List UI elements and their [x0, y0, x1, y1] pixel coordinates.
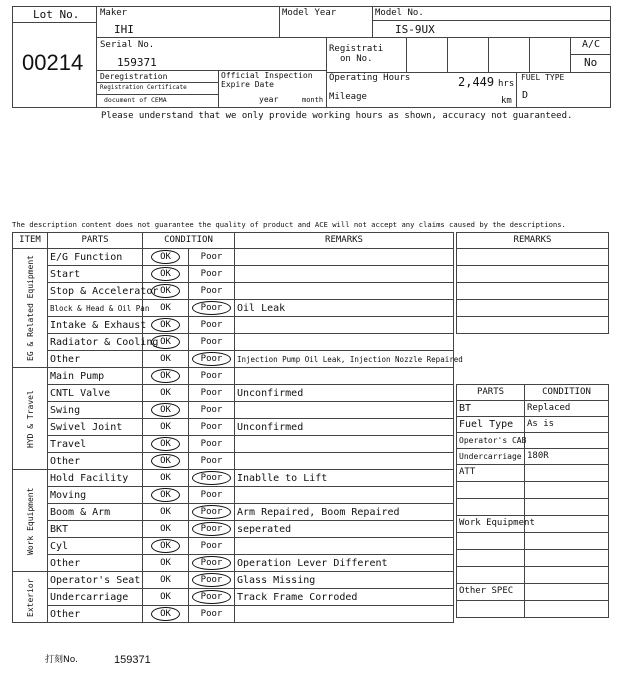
ok-cell: [143, 470, 189, 487]
poor-option: Poor: [200, 540, 223, 551]
ok-option: OK: [151, 607, 180, 621]
section-label: EG & Related Equipment: [13, 249, 48, 368]
lot-number: 00214: [22, 50, 84, 75]
part-name: Other: [48, 453, 143, 470]
poor-option: Poor: [200, 455, 223, 466]
remark: [235, 368, 454, 385]
list-item: [457, 584, 609, 601]
list-item: [457, 401, 609, 417]
right-part-name: Fuel Type: [457, 417, 525, 433]
lot-label: Lot No.: [33, 8, 80, 21]
poor-option: Poor: [200, 336, 223, 347]
list-item: [457, 533, 609, 550]
ac-label: A/C: [582, 39, 601, 50]
table-row: [13, 572, 454, 589]
model-no-value: IS-9UX: [395, 23, 435, 36]
remark: seperated: [235, 521, 454, 538]
part-name: CNTL Valve: [48, 385, 143, 402]
inspection-label-2: Expire Date: [221, 80, 274, 89]
year-label: year: [259, 95, 279, 104]
fuel-type-value: D: [522, 90, 529, 101]
ok-option: OK: [151, 437, 180, 451]
part-name: Main Pump: [48, 368, 143, 385]
ok-cell: [143, 249, 189, 266]
poor-option: Poor: [200, 268, 223, 279]
poor-cell: [189, 470, 235, 487]
right-part-name: Operator's CAB: [457, 433, 525, 449]
right-condition-value: [525, 433, 609, 449]
poor-cell: [189, 300, 235, 317]
poor-cell: [189, 572, 235, 589]
poor-cell: [189, 419, 235, 436]
poor-option: Poor: [192, 522, 232, 536]
remark: Glass Missing: [235, 572, 454, 589]
ok-cell: [143, 317, 189, 334]
poor-cell: [189, 385, 235, 402]
ok-cell: [143, 266, 189, 283]
part-name: BKT: [48, 521, 143, 538]
remarks2-header: REMARKS: [457, 233, 609, 249]
ok-option: OK: [160, 574, 171, 585]
ok-cell: [143, 606, 189, 623]
ok-option: OK: [151, 454, 180, 468]
poor-option: Poor: [200, 370, 223, 381]
ok-option: OK: [151, 539, 180, 553]
ok-cell: [143, 351, 189, 368]
table-row: [13, 283, 454, 300]
work-equipment-label: Work Equipment: [457, 516, 525, 533]
stamp-label: 打刻No.: [45, 655, 78, 665]
table-row: [13, 555, 454, 572]
part-name: Swing: [48, 402, 143, 419]
right-parts-header: PARTS: [457, 385, 525, 401]
ok-option: OK: [160, 506, 171, 517]
poor-option: Poor: [200, 251, 223, 262]
ok-option: OK: [160, 387, 171, 398]
section-label: Work Equipment: [13, 470, 48, 572]
list-item: [457, 482, 609, 499]
ok-cell: [143, 538, 189, 555]
fuel-type-label: FUEL TYPE: [521, 73, 565, 82]
table-row: [13, 436, 454, 453]
inspection-table: [12, 232, 463, 623]
remark: [235, 266, 454, 283]
poor-cell: [189, 504, 235, 521]
work-equipment-value: [525, 516, 609, 533]
month-label: month: [302, 96, 324, 104]
ok-cell: [143, 453, 189, 470]
table-row: [13, 470, 454, 487]
ok-option: OK: [151, 250, 180, 264]
remark: Arm Repaired, Boom Repaired: [235, 504, 454, 521]
ok-option: OK: [160, 302, 171, 313]
blank-label: [457, 550, 525, 567]
table-row: [13, 487, 454, 504]
other-spec-label: Other SPEC: [457, 584, 525, 601]
poor-cell: [189, 351, 235, 368]
ok-option: OK: [151, 267, 180, 281]
operating-hours-label: Operating Hours: [329, 73, 411, 83]
remark: Track Frame Corroded: [235, 589, 454, 606]
table-row: [13, 368, 454, 385]
ac-value: No: [584, 56, 598, 69]
poor-option: Poor: [200, 438, 223, 449]
parts-header: PARTS: [48, 233, 143, 249]
remark: [235, 436, 454, 453]
remark: Unconfirmed: [235, 419, 454, 436]
ok-cell: [143, 504, 189, 521]
ok-option: OK: [160, 557, 171, 568]
blank-value: [525, 567, 609, 584]
part-name: Radiator & Cooling: [48, 334, 143, 351]
list-item: [457, 449, 609, 465]
poor-option: Poor: [200, 285, 223, 296]
serial-value: 159371: [117, 56, 157, 69]
table-row: [13, 419, 454, 436]
poor-option: Poor: [200, 387, 223, 398]
ok-cell: [143, 436, 189, 453]
poor-cell: [189, 317, 235, 334]
condition-header: CONDITION: [143, 233, 235, 249]
part-name: Travel: [48, 436, 143, 453]
remarks-header: REMARKS: [235, 233, 454, 249]
section-label: Exterior: [13, 572, 48, 623]
table-row: [13, 317, 454, 334]
poor-cell: [189, 453, 235, 470]
right-condition-header: CONDITION: [525, 385, 609, 401]
registration-label-1: Registrati: [329, 44, 384, 54]
list-item: [457, 516, 609, 533]
att-label: ATT: [457, 465, 525, 482]
table-row: [13, 504, 454, 521]
blank-label: [457, 567, 525, 584]
poor-cell: [189, 436, 235, 453]
poor-cell: [189, 589, 235, 606]
ok-option: OK: [160, 591, 171, 602]
part-name: Intake & Exhaust: [48, 317, 143, 334]
part-name: Other: [48, 606, 143, 623]
ok-cell: [143, 300, 189, 317]
blank-value: [525, 601, 609, 618]
part-name: Stop & Accelerator: [48, 283, 143, 300]
ok-cell: [143, 487, 189, 504]
remark: [235, 283, 454, 300]
table-row: [13, 334, 454, 351]
poor-option: Poor: [192, 556, 232, 570]
poor-option: Poor: [200, 319, 223, 330]
part-name: Undercarriage: [48, 589, 143, 606]
remark: [235, 334, 454, 351]
model-year-label: Model Year: [282, 8, 337, 18]
table-row: [13, 538, 454, 555]
poor-cell: [189, 266, 235, 283]
blank-label: [457, 499, 525, 516]
ok-cell: [143, 419, 189, 436]
list-item: [457, 433, 609, 449]
hrs-unit: hrs: [498, 79, 515, 89]
part-name: Hold Facility: [48, 470, 143, 487]
model-no-label: Model No.: [375, 8, 424, 18]
part-name: Other: [48, 555, 143, 572]
list-item: [457, 499, 609, 516]
ok-cell: [143, 589, 189, 606]
poor-cell: [189, 402, 235, 419]
poor-option: Poor: [192, 471, 232, 485]
blank-value: [525, 482, 609, 499]
ok-option: OK: [151, 488, 180, 502]
table-row: [13, 249, 454, 266]
cema-label: document of CEMA: [104, 96, 167, 104]
serial-label: Serial No.: [100, 40, 155, 50]
right-condition-value: Replaced: [525, 401, 609, 417]
remark: Inablle to Lift: [235, 470, 454, 487]
poor-option: Poor: [200, 404, 223, 415]
ok-cell: [143, 572, 189, 589]
ok-option: OK: [151, 335, 180, 349]
hours-notice: Please understand that we only provide working hours as shown, accuracy not guaranteed.: [101, 111, 573, 121]
other-spec-value: [525, 584, 609, 601]
ok-cell: [143, 402, 189, 419]
poor-option: Poor: [200, 489, 223, 500]
poor-cell: [189, 249, 235, 266]
part-name: Other: [48, 351, 143, 368]
remark: Oil Leak: [235, 300, 454, 317]
section-label: HYD & Travel: [13, 368, 48, 470]
remark: [235, 453, 454, 470]
stamp-value: 159371: [114, 654, 151, 666]
registration-cert-label: Registration Certificate: [100, 84, 187, 91]
table-row: [13, 521, 454, 538]
table-row: [13, 402, 454, 419]
poor-cell: [189, 555, 235, 572]
poor-cell: [189, 283, 235, 300]
mileage-label: Mileage: [329, 92, 367, 102]
inspection-label-1: Official Inspection: [221, 71, 313, 80]
remark: [235, 402, 454, 419]
remarks-table: [456, 232, 609, 334]
ok-option: OK: [151, 284, 180, 298]
blank-value: [525, 550, 609, 567]
att-value: [525, 465, 609, 482]
poor-cell: [189, 606, 235, 623]
list-item: [457, 601, 609, 618]
part-name: Cyl: [48, 538, 143, 555]
table-row: [13, 606, 454, 623]
operating-hours-value: 2,449: [458, 75, 495, 89]
list-item: [457, 550, 609, 567]
part-name: Start: [48, 266, 143, 283]
ok-option: OK: [160, 353, 171, 364]
right-condition-value: As is: [525, 417, 609, 433]
blank-label: [457, 601, 525, 618]
ok-option: OK: [160, 472, 171, 483]
table-row: [13, 589, 454, 606]
right-part-name: Undercarriage: [457, 449, 525, 465]
table-row: [13, 385, 454, 402]
blank-label: [457, 533, 525, 550]
ok-cell: [143, 385, 189, 402]
ok-option: OK: [151, 403, 180, 417]
maker-value: IHI: [114, 23, 134, 36]
poor-option: Poor: [200, 608, 223, 619]
part-name: Moving: [48, 487, 143, 504]
ok-cell: [143, 555, 189, 572]
item-header: ITEM: [13, 233, 48, 249]
ok-option: OK: [160, 523, 171, 534]
poor-option: Poor: [192, 505, 232, 519]
remark: Unconfirmed: [235, 385, 454, 402]
ok-option: OK: [160, 421, 171, 432]
table-row: [13, 266, 454, 283]
poor-option: Poor: [192, 352, 232, 366]
right-condition-value: 180R: [525, 449, 609, 465]
table-row: [13, 300, 454, 317]
poor-option: Poor: [192, 573, 232, 587]
list-item: [457, 465, 609, 482]
ok-cell: [143, 521, 189, 538]
remark: [235, 249, 454, 266]
table-row: [13, 351, 454, 368]
blank-label: [457, 482, 525, 499]
poor-option: Poor: [192, 590, 232, 604]
list-item: [457, 567, 609, 584]
blank-value: [525, 499, 609, 516]
ok-option: OK: [151, 318, 180, 332]
maker-label: Maker: [100, 8, 128, 18]
deregistration-label: Deregistration: [100, 72, 168, 81]
part-name: Block & Head & Oil Pan: [48, 300, 143, 317]
poor-cell: [189, 487, 235, 504]
poor-cell: [189, 334, 235, 351]
poor-cell: [189, 368, 235, 385]
disclaimer: The description content does not guarantee the quality of product and ACE will not accept any claims caused by the descriptions.: [12, 220, 566, 229]
km-unit: km: [501, 96, 512, 106]
remark: [235, 538, 454, 555]
poor-cell: [189, 538, 235, 555]
blank-value: [525, 533, 609, 550]
list-item: [457, 417, 609, 433]
poor-option: Poor: [200, 421, 223, 432]
remark: [235, 606, 454, 623]
part-name: Boom & Arm: [48, 504, 143, 521]
remark: Injection Pump Oil Leak, Injection Nozzle Repaired: [235, 351, 454, 368]
part-name: Swivel Joint: [48, 419, 143, 436]
remark: [235, 317, 454, 334]
part-name: E/G Function: [48, 249, 143, 266]
part-name: Operator's Seat: [48, 572, 143, 589]
poor-cell: [189, 521, 235, 538]
right-part-name: BT: [457, 401, 525, 417]
ok-option: OK: [151, 369, 180, 383]
poor-option: Poor: [192, 301, 232, 315]
ok-cell: [143, 368, 189, 385]
remark: [235, 487, 454, 504]
parts-condition-table: [456, 384, 609, 618]
registration-label-2: on No.: [340, 54, 373, 64]
remark: Operation Lever Different: [235, 555, 454, 572]
table-row: [13, 453, 454, 470]
